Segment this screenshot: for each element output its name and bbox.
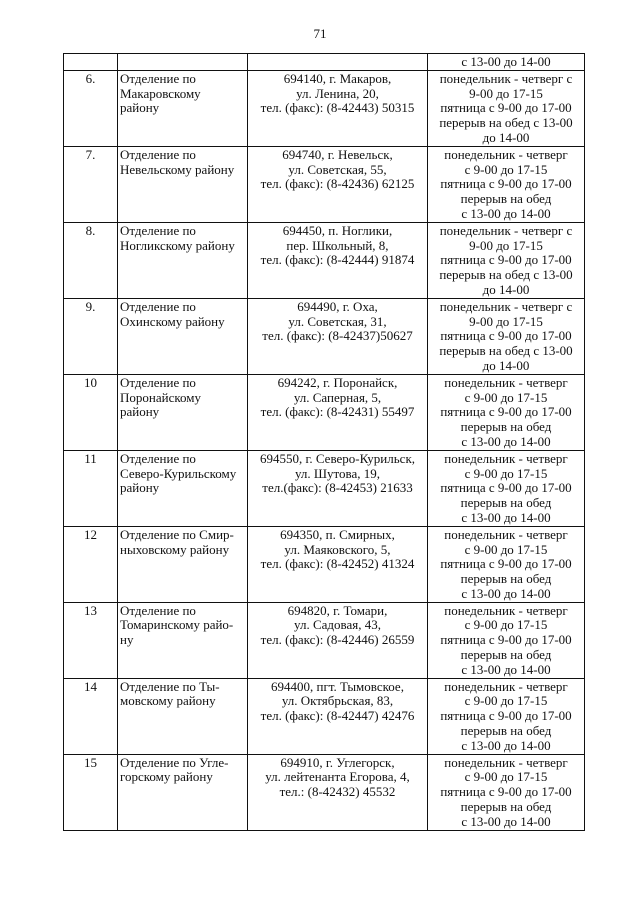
cell-schedule-line: перерыв на обед — [460, 799, 552, 815]
cell-address-line: 694740, г. Невельск, — [282, 146, 393, 162]
cell-schedule-line: пятница с 9-00 до 17-00 — [440, 100, 572, 116]
cell-address-line: тел. (факс): (8-42431) 55497 — [260, 404, 415, 420]
cell-address-line: тел.: (8-42432) 45532 — [279, 784, 396, 800]
cell-schedule-line: понедельник - четверг — [444, 678, 568, 694]
cell-address-line: ул. Ленина, 20, — [296, 85, 379, 101]
cell-address-line: 694550, г. Северо-Курильск, — [259, 450, 416, 466]
cell-schedule — [428, 374, 585, 450]
cell-address-line: ул. Советская, 31, — [288, 313, 387, 329]
cell-address-line: пер. Школьный, 8, — [286, 237, 389, 253]
cell-schedule-line: перерыв на обед — [460, 723, 552, 739]
cell-office-name-line: Охинскому району — [120, 313, 225, 329]
cell-office-name-line: району — [120, 480, 160, 496]
cell-address — [248, 602, 428, 678]
cell-schedule-line: перерыв на обед с 13-00 — [439, 267, 573, 283]
cell-address-line: 694450, п. Ноглики, — [282, 222, 393, 238]
offices-table — [63, 53, 585, 831]
cell-address — [248, 754, 428, 830]
cell-schedule-line: понедельник - четверг — [444, 450, 568, 466]
cell-schedule-line: пятница с 9-00 до 17-00 — [440, 480, 572, 496]
cell-schedule-line: 9-00 до 17-15 — [469, 85, 543, 101]
cell-schedule-line: до 14-00 — [482, 281, 530, 297]
cell-schedule-line: перерыв на обед с 13-00 — [439, 343, 573, 359]
cell-address — [248, 54, 428, 71]
cell-number: 8. — [64, 222, 118, 298]
cell-address-line: ул. Саперная, 5, — [293, 389, 382, 405]
cell-office-name-line: Отделение по — [120, 70, 196, 86]
cell-office-name-line: Отделение по Смир- — [120, 526, 234, 542]
cell-address-line: 694242, г. Поронайск, — [277, 374, 398, 390]
cell-address — [248, 298, 428, 374]
cell-address — [248, 374, 428, 450]
cell-address-line: тел. (факс): (8-42443) 50315 — [260, 100, 415, 116]
cell-schedule — [428, 450, 585, 526]
cell-schedule-line: перерыв на обед — [460, 419, 552, 435]
cell-number: 6. — [64, 70, 118, 146]
cell-office-name-line: мовскому району — [120, 693, 216, 709]
cell-office-name-line: Томаринскому райо- — [120, 617, 234, 633]
cell-schedule-line: 9-00 до 17-15 — [469, 237, 543, 253]
cell-number — [64, 54, 118, 71]
table-row — [64, 678, 585, 754]
cell-office-name — [118, 222, 248, 298]
cell-office-name-line: Невельскому району — [120, 161, 235, 177]
cell-schedule-line: с 13-00 до 14-00 — [461, 205, 551, 221]
cell-address-line: тел. (факс): (8-42447) 42476 — [260, 708, 415, 724]
cell-office-name-line: Отделение по — [120, 374, 196, 390]
cell-schedule-line: с 9-00 до 17-15 — [464, 617, 548, 633]
table-row — [64, 222, 585, 298]
cell-number: 14 — [64, 678, 118, 754]
cell-office-name — [118, 54, 248, 71]
cell-schedule-line: перерыв на обед — [460, 495, 552, 511]
cell-office-name — [118, 146, 248, 222]
cell-address — [248, 222, 428, 298]
cell-office-name-line: району — [120, 100, 160, 116]
table-row — [64, 450, 585, 526]
cell-address-line: ул. Советская, 55, — [288, 161, 387, 177]
table-row — [64, 54, 585, 71]
cell-address — [248, 678, 428, 754]
cell-schedule-line: с 9-00 до 17-15 — [464, 541, 548, 557]
cell-schedule-line: с 13-00 до 14-00 — [461, 813, 551, 829]
cell-schedule-line: понедельник - четверг с — [439, 70, 573, 86]
cell-schedule-line: понедельник - четверг — [444, 754, 568, 770]
cell-office-name-line: Отделение по — [120, 146, 196, 162]
cell-schedule-line: 9-00 до 17-15 — [469, 313, 543, 329]
cell-schedule — [428, 222, 585, 298]
cell-schedule-line: перерыв на обед — [460, 571, 552, 587]
cell-office-name — [118, 70, 248, 146]
table-row — [64, 146, 585, 222]
cell-schedule-line: до 14-00 — [482, 357, 530, 373]
cell-schedule-line: понедельник - четверг — [444, 374, 568, 390]
cell-address-line: 694820, г. Томари, — [287, 602, 388, 618]
cell-schedule — [428, 754, 585, 830]
cell-office-name-line: Отделение по — [120, 222, 196, 238]
cell-schedule-line: пятница с 9-00 до 17-00 — [440, 404, 572, 420]
cell-schedule-line: пятница с 9-00 до 17-00 — [440, 176, 572, 192]
cell-schedule-line: пятница с 9-00 до 17-00 — [440, 784, 572, 800]
cell-address-line: 694350, п. Смирных, — [280, 526, 395, 542]
cell-schedule — [428, 678, 585, 754]
cell-number: 15 — [64, 754, 118, 830]
cell-address-line: тел. (факс): (8-42444) 91874 — [260, 252, 415, 268]
cell-schedule-line: с 13-00 до 14-00 — [461, 585, 551, 601]
cell-office-name-line: Северо-Курильскому — [120, 465, 237, 481]
cell-address-line: тел. (факс): (8-42437)50627 — [262, 328, 413, 344]
cell-schedule — [428, 54, 585, 71]
table-row — [64, 298, 585, 374]
cell-office-name — [118, 602, 248, 678]
cell-schedule-line: с 13-00 до 14-00 — [461, 433, 551, 449]
cell-office-name — [118, 526, 248, 602]
cell-office-name-line: Отделение по Угле- — [120, 754, 229, 770]
cell-schedule-line: с 13-00 до 14-00 — [461, 661, 551, 677]
table-row — [64, 754, 585, 830]
cell-address-line: 694910, г. Углегорск, — [280, 754, 395, 770]
cell-address-line: ул. Садовая, 43, — [294, 617, 381, 633]
cell-office-name-line: Отделение по Ты- — [120, 678, 220, 694]
cell-schedule-line: пятница с 9-00 до 17-00 — [440, 708, 572, 724]
cell-office-name — [118, 678, 248, 754]
cell-office-name-line: Отделение по — [120, 450, 196, 466]
cell-office-name — [118, 374, 248, 450]
table-row — [64, 602, 585, 678]
cell-schedule-line: с 9-00 до 17-15 — [464, 693, 548, 709]
cell-schedule-line: понедельник - четверг с — [439, 222, 573, 238]
cell-address-line: тел.(факс): (8-42453) 21633 — [262, 480, 413, 496]
cell-schedule — [428, 298, 585, 374]
offices-table-body — [64, 54, 585, 831]
cell-schedule-line: понедельник - четверг — [444, 526, 568, 542]
cell-office-name — [118, 754, 248, 830]
cell-office-name — [118, 450, 248, 526]
cell-address — [248, 146, 428, 222]
cell-address-line: 694400, пгт. Тымовское, — [271, 678, 404, 694]
cell-schedule-line: до 14-00 — [482, 129, 530, 145]
cell-schedule-line: перерыв на обед — [460, 647, 552, 663]
cell-schedule-line: пятница с 9-00 до 17-00 — [440, 632, 572, 648]
cell-address-line: ул. лейтенанта Егорова, 4, — [265, 769, 410, 785]
cell-address — [248, 450, 428, 526]
cell-schedule — [428, 146, 585, 222]
cell-office-name-line: Отделение по — [120, 602, 196, 618]
cell-number: 10 — [64, 374, 118, 450]
cell-schedule-line: с 9-00 до 17-15 — [464, 465, 548, 481]
cell-schedule-line: понедельник - четверг с — [439, 298, 573, 314]
cell-address-line: тел. (факс): (8-42446) 26559 — [260, 632, 415, 648]
cell-schedule-line: пятница с 9-00 до 17-00 — [440, 328, 572, 344]
cell-schedule — [428, 70, 585, 146]
cell-number: 12 — [64, 526, 118, 602]
cell-schedule-line: с 9-00 до 17-15 — [464, 161, 548, 177]
cell-office-name-line: ну — [120, 632, 134, 648]
cell-office-name — [118, 298, 248, 374]
cell-address — [248, 526, 428, 602]
cell-schedule-line: понедельник - четверг — [444, 602, 568, 618]
cell-schedule-line: пятница с 9-00 до 17-00 — [440, 252, 572, 268]
cell-schedule-line: перерыв на обед — [460, 191, 552, 207]
cell-schedule-line: с 13-00 до 14-00 — [461, 54, 551, 69]
cell-schedule-line: перерыв на обед с 13-00 — [439, 115, 573, 131]
cell-office-name-line: Ногликскому району — [120, 237, 235, 253]
cell-schedule-line: с 9-00 до 17-15 — [464, 389, 548, 405]
cell-office-name-line: горскому району — [120, 769, 213, 785]
cell-schedule-line: с 9-00 до 17-15 — [464, 769, 548, 785]
cell-schedule-line: пятница с 9-00 до 17-00 — [440, 556, 572, 572]
cell-address-line: тел. (факс): (8-42452) 41324 — [260, 556, 415, 572]
cell-number: 13 — [64, 602, 118, 678]
cell-schedule-line: с 13-00 до 14-00 — [461, 737, 551, 753]
cell-schedule-line: понедельник - четверг — [444, 146, 568, 162]
cell-number: 9. — [64, 298, 118, 374]
cell-number: 11 — [64, 450, 118, 526]
cell-office-name-line: району — [120, 404, 160, 420]
cell-number: 7. — [64, 146, 118, 222]
cell-address-line: ул. Маяковского, 5, — [284, 541, 391, 557]
cell-address-line: тел. (факс): (8-42436) 62125 — [260, 176, 415, 192]
cell-schedule-line: с 13-00 до 14-00 — [461, 509, 551, 525]
page-number: 71 — [313, 26, 327, 41]
cell-office-name-line: ныховскому району — [120, 541, 230, 557]
cell-schedule — [428, 602, 585, 678]
cell-office-name-line: Макаровскому — [120, 85, 201, 101]
table-row — [64, 70, 585, 146]
cell-address-line: 694140, г. Макаров, — [283, 70, 392, 86]
table-row — [64, 526, 585, 602]
cell-office-name-line: Поронайскому — [120, 389, 201, 405]
cell-address-line: 694490, г. Оха, — [297, 298, 378, 314]
cell-schedule — [428, 526, 585, 602]
cell-address-line: ул. Октябрьская, 83, — [281, 693, 394, 709]
table-row — [64, 374, 585, 450]
cell-address — [248, 70, 428, 146]
cell-address-line: ул. Шутова, 19, — [294, 465, 381, 481]
cell-office-name-line: Отделение по — [120, 298, 196, 314]
